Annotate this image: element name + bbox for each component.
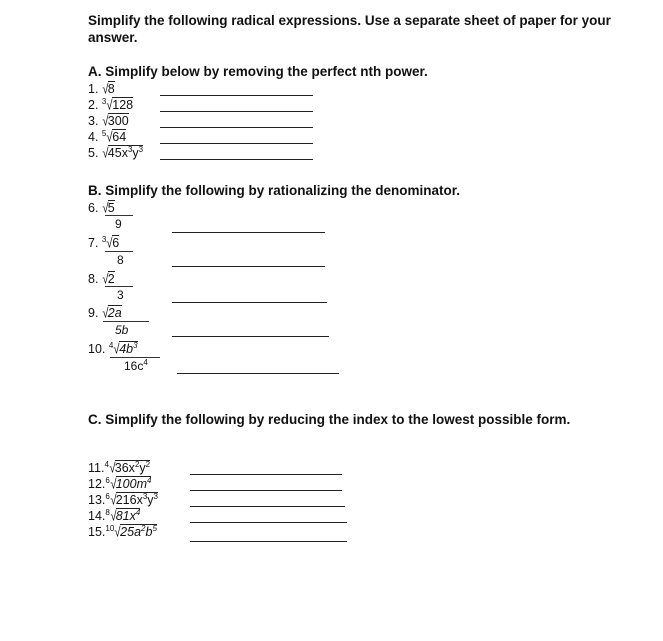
answer-line-5[interactable] — [160, 159, 313, 160]
item-number: 4. — [88, 130, 99, 144]
radical-index: 3 — [101, 234, 107, 244]
fraction-bar — [103, 321, 149, 322]
instructions: Simplify the following radical expressions. Use a separate sheet of paper for your answer. — [88, 13, 611, 45]
radical-symbol: √ — [102, 200, 109, 216]
radical-symbol: √ — [102, 113, 109, 129]
item-number: 2. — [88, 98, 99, 112]
section-b-heading: B. Simplify the following by rationalizing the denominator. — [88, 183, 461, 198]
answer-line-1[interactable] — [160, 95, 313, 96]
section-a-heading: A. Simplify below by removing the perfect nth power. — [88, 64, 428, 79]
radical-symbol: √ — [102, 305, 109, 321]
item-7 — [88, 236, 119, 250]
answer-line-12[interactable] — [190, 490, 342, 491]
answer-line-7[interactable] — [172, 266, 325, 267]
radicand: $36x^2y^2$ — [114, 459, 151, 475]
radical-index: 5 — [101, 128, 107, 138]
radical-symbol: √ — [110, 492, 117, 508]
item-10 — [88, 342, 138, 356]
radical-symbol: √ — [114, 524, 121, 540]
item-number: 13. — [88, 493, 106, 507]
item-4 — [88, 130, 126, 144]
denominator: 5b — [115, 323, 129, 337]
item-15 — [88, 525, 157, 539]
radical-index: 6 — [105, 475, 110, 485]
answer-line-6[interactable] — [172, 232, 325, 233]
radical-symbol: √ — [110, 508, 117, 524]
radicand: $216x^3y^3$ — [115, 491, 158, 507]
radicand: $45x^3y^3$ — [107, 144, 144, 160]
fraction-bar — [110, 357, 160, 358]
answer-line-13[interactable] — [190, 506, 345, 507]
radical-symbol: √ — [109, 460, 116, 476]
radicand: $25a^2b^5$ — [120, 523, 157, 539]
radical-symbol: √ — [102, 145, 109, 161]
fraction-bar — [105, 286, 133, 287]
fraction-bar — [105, 251, 133, 252]
denominator: $16c^4$ — [124, 358, 148, 373]
item-number: 7. — [88, 236, 99, 250]
radicand: 6 — [112, 236, 120, 250]
item-number: 6. — [88, 201, 99, 215]
radicand: 2 — [107, 272, 115, 286]
item-8 — [88, 272, 115, 286]
answer-line-11[interactable] — [190, 474, 342, 475]
radicand: 8 — [107, 82, 115, 96]
radicand: 64 — [112, 130, 127, 144]
answer-line-15[interactable] — [190, 541, 347, 542]
radicand: $100m^4$ — [115, 475, 152, 491]
radical-symbol: √ — [102, 271, 109, 287]
item-5 — [88, 146, 143, 160]
answer-line-10[interactable] — [177, 373, 339, 374]
radical-symbol: √ — [102, 81, 109, 97]
radical-index: 10 — [105, 523, 115, 533]
answer-line-2[interactable] — [160, 111, 313, 112]
item-number: 11. — [88, 461, 105, 475]
item-14 — [88, 509, 140, 523]
denominator: 8 — [117, 253, 124, 267]
radical-symbol: √ — [113, 341, 120, 357]
radical-symbol: √ — [106, 235, 113, 251]
radical-symbol: √ — [106, 97, 113, 113]
answer-line-14[interactable] — [190, 522, 347, 523]
item-number: 9. — [88, 306, 99, 320]
radicand: 128 — [112, 98, 134, 112]
answer-line-9[interactable] — [172, 336, 329, 337]
radicand: 300 — [107, 114, 129, 128]
item-number: 8. — [88, 272, 99, 286]
item-12 — [88, 477, 151, 491]
answer-line-3[interactable] — [160, 127, 313, 128]
radical-index: 6 — [105, 491, 110, 501]
item-9 — [88, 306, 122, 320]
item-number: 5. — [88, 146, 99, 160]
radical-index: 4 — [108, 340, 114, 350]
item-number: 12. — [88, 477, 106, 491]
radical-symbol: √ — [106, 129, 113, 145]
item-13 — [88, 493, 158, 507]
radical-index: 3 — [101, 96, 107, 106]
radical-index: 4 — [104, 459, 109, 469]
radicand: 2a — [107, 306, 122, 320]
radical-index: 8 — [105, 507, 110, 517]
item-3 — [88, 114, 129, 128]
item-6 — [88, 201, 115, 215]
answer-line-8[interactable] — [172, 302, 327, 303]
item-number: 15. — [88, 525, 106, 539]
denominator: 9 — [115, 217, 122, 231]
item-2 — [88, 98, 133, 112]
item-number: 14. — [88, 509, 106, 523]
denominator: 3 — [117, 288, 124, 302]
item-number: 1. — [88, 82, 99, 96]
item-number: 10. — [88, 342, 106, 356]
radical-symbol: √ — [110, 476, 117, 492]
radicand: $81x^4$ — [115, 507, 141, 523]
answer-line-4[interactable] — [160, 143, 313, 144]
item-11 — [88, 461, 150, 475]
item-1 — [88, 82, 115, 96]
radicand: 5 — [107, 201, 115, 215]
item-number: 3. — [88, 114, 99, 128]
section-c-heading: C. Simplify the following by reducing the index to the lowest possible form. — [88, 412, 571, 427]
fraction-bar — [105, 215, 133, 216]
radicand: $4b^3$ — [119, 340, 138, 356]
